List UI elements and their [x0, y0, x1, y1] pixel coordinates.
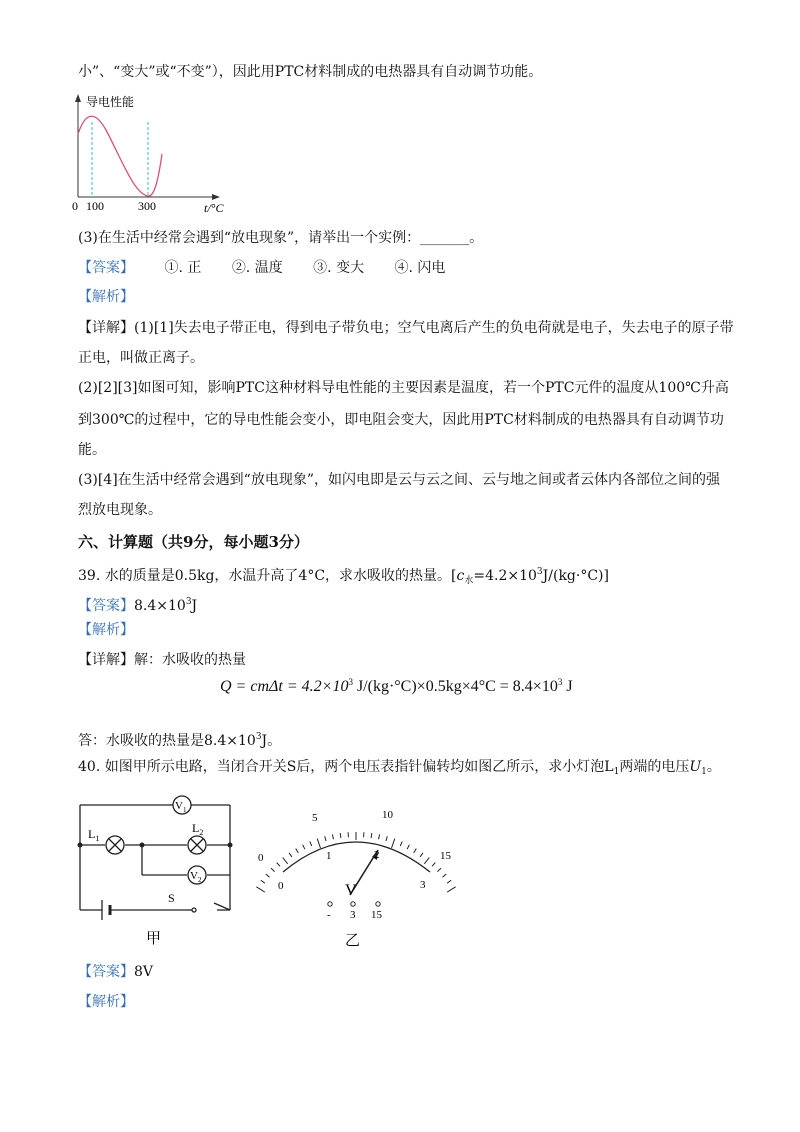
dial-tick	[332, 834, 333, 839]
dial-tick	[379, 834, 380, 839]
dial-tick	[442, 874, 446, 877]
answer-item: ③. 变大	[313, 260, 365, 276]
detail-line	[78, 650, 246, 670]
q39-c-sub: 水	[464, 576, 474, 586]
svg-text:L1	[88, 827, 99, 843]
terminal-label: 3	[350, 909, 356, 921]
v1-sub: 1	[182, 806, 187, 814]
answer-row	[78, 258, 471, 278]
answer-value: 8.4×10	[134, 598, 186, 614]
q40-mid: 两端的电压	[619, 759, 690, 775]
circuit-diagram	[70, 790, 245, 950]
q40-u: U	[689, 759, 702, 775]
switch-label: S	[168, 891, 175, 905]
v2-sub: 2	[197, 876, 202, 884]
dial-tick	[277, 863, 280, 867]
dial-tick	[386, 836, 387, 841]
inner-label: 3	[420, 879, 426, 891]
dial-tick	[317, 839, 320, 848]
answer-value: 8V	[134, 964, 154, 980]
outer-label: 15	[440, 850, 451, 862]
volt-symbol: V	[345, 882, 357, 899]
dial-tick	[289, 853, 292, 857]
figure-caption-yi: 乙	[345, 933, 361, 949]
text-line: 小”、“变大”或“不变”），因此用PTC材料制成的电热器具有自动调节功能。	[78, 64, 543, 80]
dial-tick	[392, 839, 395, 848]
answer-row	[78, 592, 197, 616]
v1-label: V	[175, 800, 183, 812]
dial-tick	[261, 880, 265, 883]
detail-line: (2)[2][3]如图可知，影响PTC这种材料导电性能的主要因素是温度，若一个PTC元件的温度从100℃升高	[78, 380, 729, 396]
dial-tick	[271, 868, 275, 871]
eq-exp1: 3	[348, 677, 353, 687]
q39-rest1: =4.2×10	[473, 568, 537, 584]
q40-text: 40. 如图甲所示电路，当闭合开关S后，两个电压表指针偏转均如图乙所示，求小灯泡L	[78, 759, 614, 775]
q39-c: c	[456, 568, 465, 584]
q40-end: 。	[706, 759, 721, 775]
detail-line: 【详解】(1)[1]失去电子带正电，得到电子带负电；空气电离后产生的负电荷就是电子，失去电子的原子带	[78, 320, 734, 336]
eq-exp2: 3	[557, 677, 563, 687]
section-heading: 六、计算题（共9分，每小题3分）	[78, 533, 309, 551]
outer-label: 5	[312, 812, 318, 824]
answer-tag: 【答案】	[78, 260, 134, 276]
conclusion-exp: 3	[255, 732, 262, 742]
inner-label: 1	[326, 850, 332, 862]
q39-rest2: J/(kg·°C)]	[542, 568, 609, 584]
answer-tag: 【答案】	[78, 598, 134, 614]
analysis-tag: 【解析】	[78, 622, 134, 638]
q39-exp: 3	[536, 567, 543, 577]
eq-end: J	[562, 678, 573, 695]
outer-label: 10	[382, 809, 393, 821]
voltmeter-dial	[250, 800, 465, 950]
answer-row	[78, 962, 153, 982]
inner-label: 0	[278, 880, 284, 892]
l2-sub: 2	[199, 828, 204, 837]
graph-origin: 0	[72, 199, 78, 213]
q40-sub: 1	[613, 767, 620, 777]
heat-equation	[220, 677, 573, 696]
answer-tag: 【答案】	[78, 964, 134, 980]
l1-sub: 1	[95, 834, 100, 843]
l1-label: L	[88, 827, 96, 841]
dial-tick	[371, 833, 372, 838]
dial-tick	[256, 887, 264, 892]
dial-tick	[414, 849, 417, 853]
dial-tick	[400, 841, 402, 846]
detail-line: 烈放电现象。	[78, 502, 162, 518]
dial-tick	[296, 849, 299, 853]
graph-y-label: 导电性能	[86, 95, 135, 109]
analysis-tag: 【解析】	[78, 289, 134, 305]
dial-tick	[447, 887, 455, 892]
detail-text: 解：水吸收的热量	[134, 652, 246, 668]
dial-tick	[407, 845, 409, 849]
answer-item: ②. 温度	[231, 260, 283, 276]
dial-tick	[447, 880, 451, 883]
l2-label: L	[192, 821, 200, 835]
svg-text:L2	[192, 821, 203, 837]
conclusion-line	[78, 727, 281, 751]
detail-tag: 【详解】	[78, 652, 134, 668]
graph-x-label: t/°C	[204, 201, 224, 215]
detail-line: (3)[4]在生活中经常会遇到“放电现象”，如闪电即是云与云之间、云与地之间或者云体内各部位之间的强	[78, 472, 720, 488]
dial-tick	[283, 858, 288, 864]
question-40	[78, 757, 721, 782]
terminal-label: 15	[371, 909, 382, 921]
graph-tick-300: 300	[138, 199, 156, 213]
ptc-conductivity-graph	[66, 92, 236, 217]
dial-tick	[266, 874, 270, 877]
question-3: (3)在生活中经常会遇到“放电现象”，请举出一个实例：_______。	[78, 230, 484, 246]
analysis-tag: 【解析】	[78, 994, 134, 1010]
detail-line: 能。	[78, 442, 106, 458]
conclusion-end: J。	[261, 733, 282, 749]
inner-label: 2	[374, 849, 380, 861]
answer-item: ④. 闪电	[394, 260, 446, 276]
graph-tick-100: 100	[86, 199, 104, 213]
question-39	[78, 562, 609, 591]
v2-label: V	[190, 870, 198, 882]
outer-label: 0	[258, 852, 264, 864]
detail-line: 到300℃的过程中，它的导电性能会变小，即电阻会变大，因此用PTC材料制成的电热器具有自动调节功	[78, 412, 724, 428]
answer-unit: J	[191, 598, 198, 614]
dial-tick	[432, 863, 435, 867]
dial-tick	[325, 836, 326, 841]
figure-caption-jia: 甲	[146, 931, 162, 947]
detail-line: 正电，叫做正离子。	[78, 350, 204, 366]
dial-tick	[303, 845, 305, 849]
q39-text: 39. 水的质量是0.5kg，水温升高了4°C，求水吸收的热量。[	[78, 568, 457, 584]
answer-item: ①. 正	[164, 260, 202, 276]
q40-usub: 1	[701, 767, 707, 777]
terminal-label: -	[327, 909, 331, 921]
conclusion-text: 答：水吸收的热量是8.4×10	[78, 733, 256, 749]
eq-lhs: Q = cmΔt = 4.2×10	[220, 678, 349, 695]
dial-tick	[340, 833, 341, 838]
dial-tick	[310, 841, 312, 846]
dial-tick	[424, 858, 429, 864]
eq-mid: J/(kg·°C)×0.5kg×4°C = 8.4×10	[352, 678, 558, 695]
dial-tick	[420, 853, 423, 857]
dial-tick	[437, 868, 441, 871]
answer-exp: 3	[185, 597, 192, 607]
